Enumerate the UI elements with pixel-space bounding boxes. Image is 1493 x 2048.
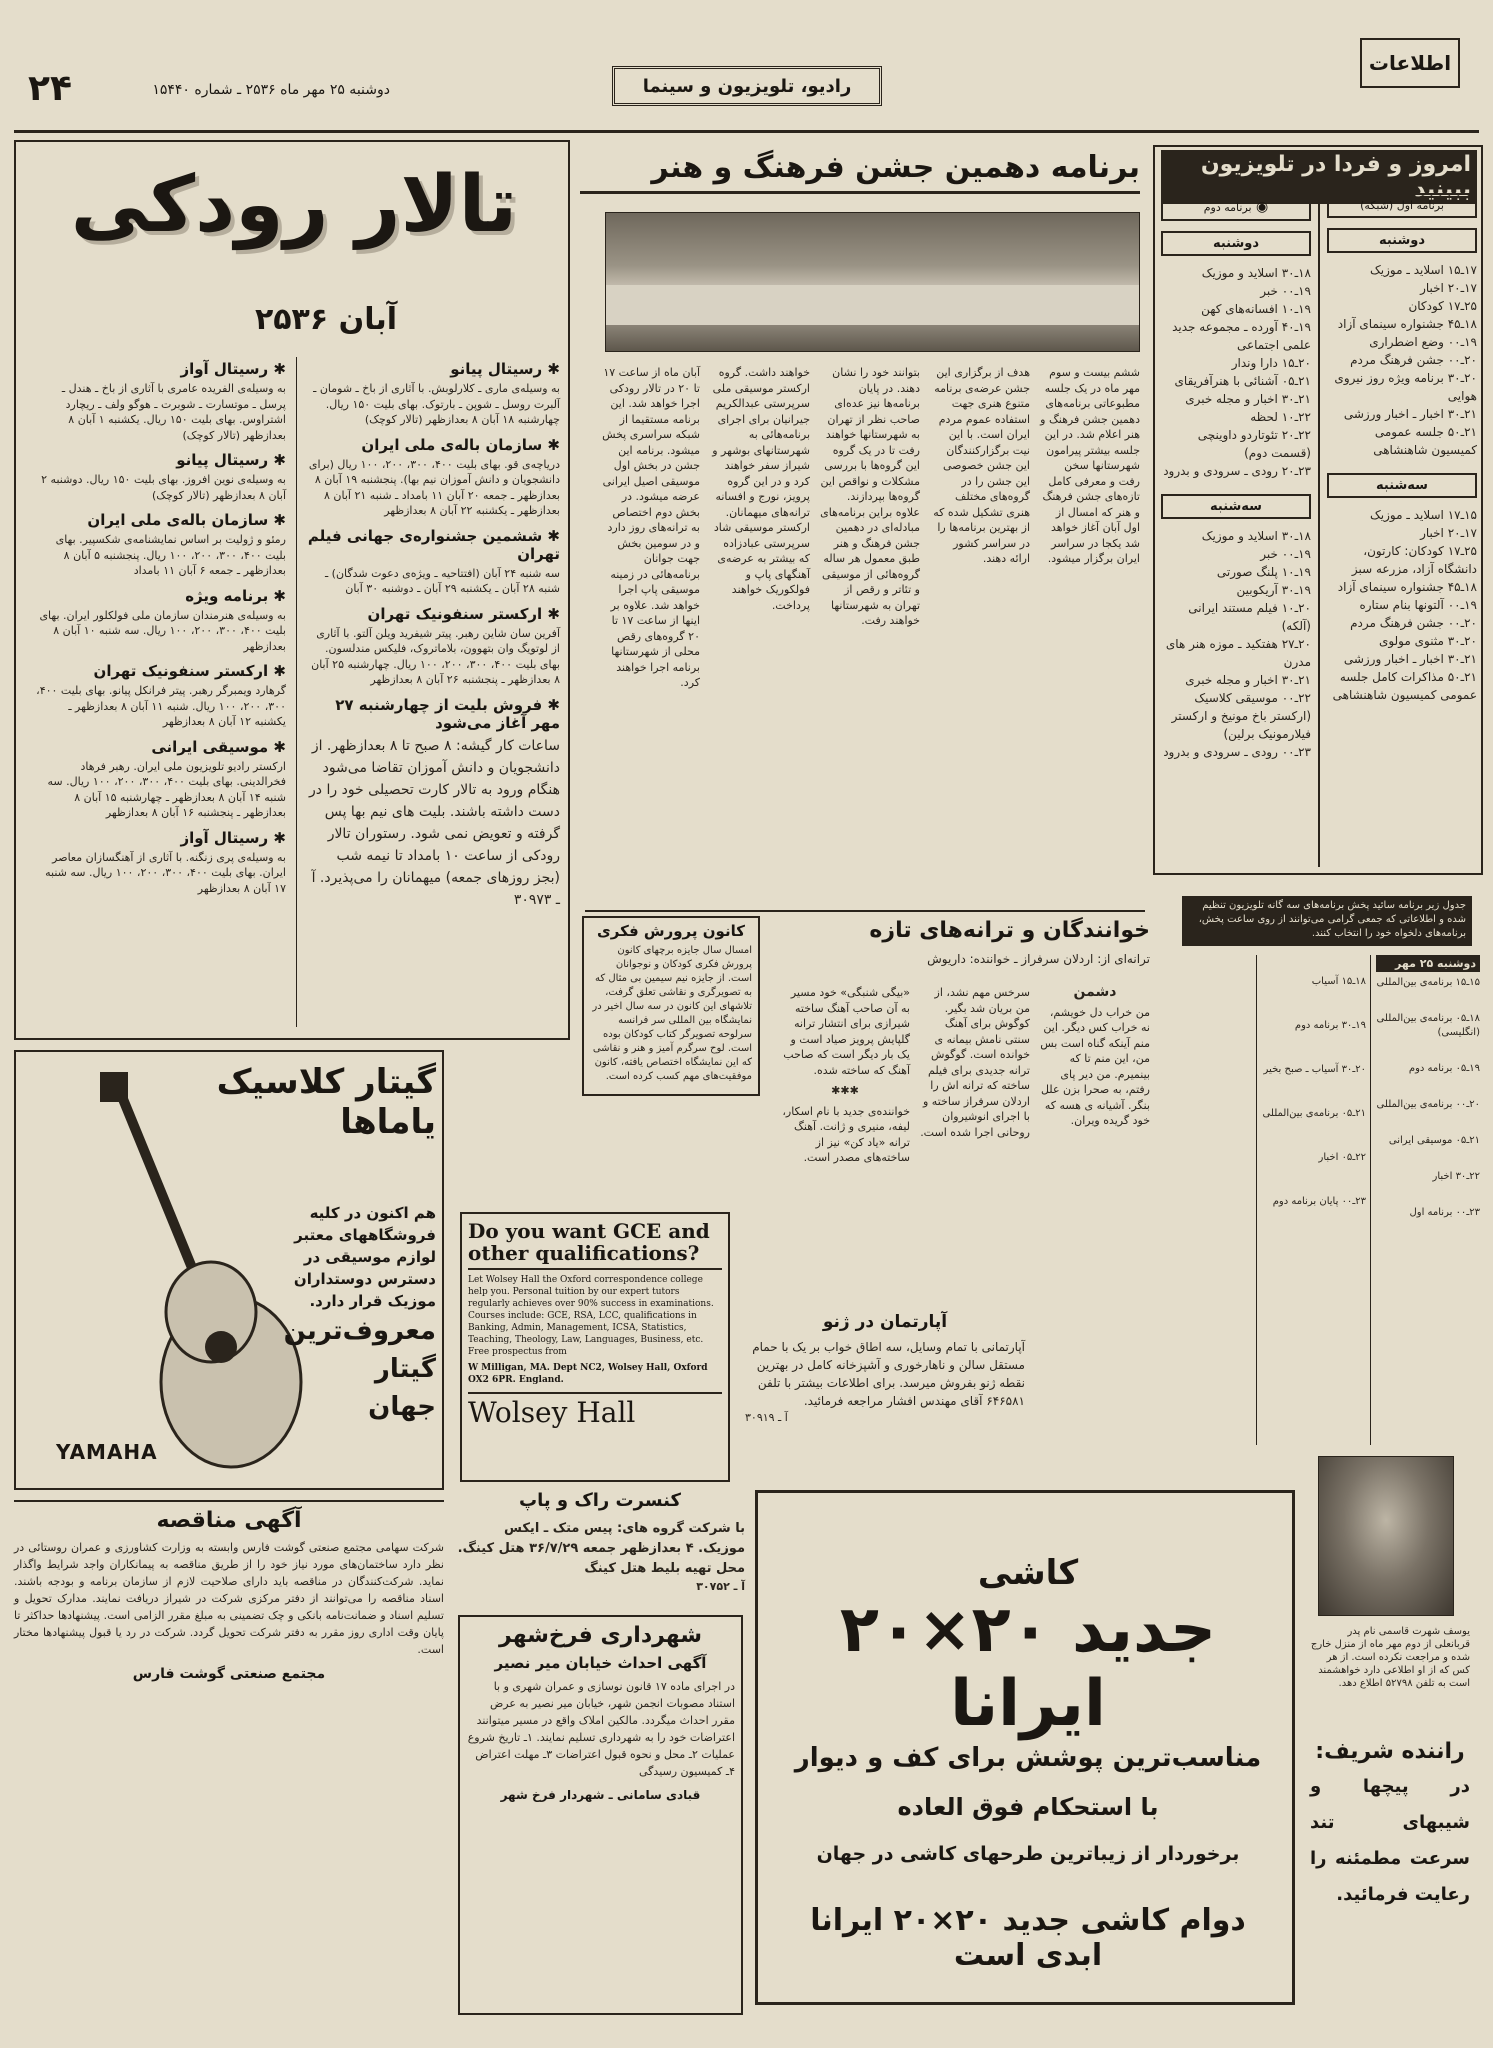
ch2-tuesday: سه‌شنبه — [1161, 494, 1311, 519]
list-item: ۱۸ـ۳۰ اسلاید و موزیک — [1201, 266, 1311, 280]
list-item: ۱۷ـ۲۰ اخبار — [1420, 526, 1477, 540]
guitar-title: گیتار کلاسیک یاماها — [216, 1062, 436, 1142]
festival-col-5: آبان ماه از ساعت ۱۷ تا ۲۰ در تالار رودکی اجرا خواهد شد. این برنامه مستقیما از شبکه سراسری پخش میشود. برنامه این جشن در بخش اول موسیقی اصیل ایرانی عرضه میشود. در بخش دوم اختصاص به ترانه‌های روز دارد و در سومین بخش جهت جوانان برنامه‌هائی در زمینه موسیقی پاپ اجرا خواهد شد. علاوه بر اینها از ساعت ۱۷ تا ۲۰ گروه‌های رقص محلی از شهرستانها برنامه اجرا خواهند کرد. — [602, 366, 700, 689]
gce-ad: Do you want GCE and other qualifications? Let Wolsey Hall the Oxford correspondence college help you. Personal tuition by our expert tutors regularly achieves over 90% success in examinations. Courses include: GCE, RSA, LCC, qualifications in Banking, Admin, Management, ICSA, Statistics, Teaching, Theology, Law, Languages, Business, etc. Free prospectus from W Milligan, MA. Dept NC2, Wolsey Hall, Oxford OX2 6PR. England. Wolsey Hall — [460, 1212, 730, 1482]
list-item: ۲۱ـ۳۰ اخبار ـ اخبار ورزشی — [1343, 652, 1477, 666]
ch1-monday-list — [1327, 261, 1477, 459]
list-item: ۱۸ـ۴۵ جشنواره سینمای آزاد — [1337, 317, 1477, 331]
ch1-label-box: برنامه اول (شبکه) — [1327, 193, 1477, 218]
festival-col-4: خواهند داشت. گروه ارکستر موسیقی ملی سرپرستی عبدالکریم جیرانیان برای اجرای برنامه‌هائی به شهرستانهای بوشهر و شیراز سفر خواهند کرد و در این گروه پرویز، نورج و افسانه ترانه‌های میهمانان. ارکستر موسیقی شاد سرپرستی عبادزاده که بیشتر به عرضه‌ی آهنگهای پاپ و فولکوریک خواهند پرداخت. — [712, 366, 810, 612]
list-item: ✱ سازمان باله‌ی ملی ایران رمئو و ژولیت بر اساس نمایشنامه‌ی شکسپیر. بهای بلیت ۴۰۰، ۳۰۰، ۲۰۰، ۱۰۰ ریال. پنجشنبه ۵ آبان ۸ بعدازظهر ـ جمعه ۶ آبان ۱۱ بامداد — [55, 511, 286, 577]
list-item: ✱ فروش بلیت از چهارشنبه ۲۷ مهر آغاز می‌شود ساعات کار گیشه: ۸ صبح تا ۸ بعدازظهر. از دانشجویان و دانش آموزان تقاضا می‌شود هنگام ورود به تالار کارت تحصیلی خود را در دست داشته باشند. بلیت های نیم بها پس گرفته و تعویض نمی شود. رستوران تالار رودکی از ساعت ۱۰ بامداد تا نیمه شب (بجز روزهای جمعه) میهمانان را می‌پذیرد. آ ـ ۳۰۹۷۳ — [309, 695, 560, 908]
masthead-logo: اطلاعات — [1360, 38, 1460, 88]
list-item: ۱۹ـ۰۵ برنامه دوم — [1408, 1063, 1480, 1074]
list-item: ✱ ارکستر سنفونیک تهران گرهارد ویمبرگر رهبر. پیتر فرانکل پیانو. بهای بلیت ۴۰۰، ۳۰۰، ۲۰۰، ۱۰۰ ریال. شنبه ۱۱ آبان ۸ بعدازظهر ـ یکشنبه ۱۲ آبان ۸ بعدازظهر — [36, 662, 286, 728]
list-item: ۱۹ـ۳۰ آریکوبین — [1236, 583, 1311, 597]
list-item: ۲۰ـ۲۷ هفتکید ـ موزه هنر های مدرن — [1165, 637, 1311, 669]
list-item: ۲۱ـ۵۰ مذاکرات کامل جلسه عمومی کمیسیون شاهنشاهی — [1332, 670, 1477, 702]
list-item: ۲۰ـ۳۰ آسیاب ـ صبح بخیر — [1263, 1064, 1366, 1075]
list-item: ۲۲ـ۰۰ موسیقی کلاسیک (ارکستر باخ مونیخ و ارکستر فیلارمونیک برلین) — [1171, 691, 1311, 741]
tile-headline: جدید ۲۰×۲۰ ایرانا — [839, 1593, 1217, 1741]
list-item: ✱ رسیتال آواز به وسیله‌ی پری زنگنه. با آثاری از آهنگسازان معاصر ایران. بهای بلیت ۴۰۰، ۳۰۰، ۲۰۰، ۱۰۰ ریال. سه شنبه ۱۷ آبان ۸ بعدازظهر — [45, 828, 286, 895]
list-item: ۲۰ـ۰۰ جشن فرهنگ مردم — [1350, 353, 1477, 367]
list-item: ۲۰ـ۳۰ مثنوی مولوی — [1378, 634, 1477, 648]
list-item: ۲۲ـ۲۰ تئوتاردو داوینچی (قسمت دوم) — [1197, 428, 1311, 460]
ch2-monday: دوشنبه — [1161, 231, 1311, 256]
list-item: ✱ رسیتال آواز به وسیله‌ی الفریده عامری با آثاری از باخ ـ هندل ـ پرسل ـ موتسارت ـ شوبرت ـ هوگو ولف ـ ریچارد اشتراوس. بهای بلیت ۱۵۰ ریال. یکشنبه ۱ آبان ۸ بعدازظهر (تالار کوچک) — [61, 360, 286, 442]
driver-notice: راننده شریف: در پیچها و شیبهای تند سرعت مطمئنه را رعایت فرمائید. — [1310, 1739, 1470, 1905]
list-item: ۲۱ـ۳۰ اخبار و مجله خبری — [1185, 673, 1311, 687]
rudaki-right-col — [306, 352, 560, 911]
list-item: ۲۱ـ۰۵ موسیقی ایرانی — [1388, 1135, 1480, 1146]
list-item: ۱۹ـ۰۰ وضع اضطراری — [1369, 335, 1477, 349]
section-title: رادیو، تلویزیون و سینما — [612, 66, 882, 106]
list-item: ۱۸ـ۱۵ آسیاب — [1311, 976, 1366, 987]
list-item: ۱۵ـ۱۵ برنامه‌ی بین‌المللی — [1376, 977, 1480, 988]
tender-title: آگهی مناقصه — [156, 1508, 302, 1533]
list-item: ۲۳ـ۰۰ رودی ـ سرودی و بدرود — [1163, 745, 1311, 759]
list-item: ۱۹ـ۰۰ آلتونها بنام ستاره — [1359, 598, 1477, 612]
list-item: ۲۳ـ۰۰ برنامه اول — [1409, 1207, 1480, 1218]
daily-schedule — [1376, 955, 1480, 1220]
list-item: ۲۵ـ۱۷ کودکان: کارتون، دانشگاه آزاد، مزرعه سبز — [1351, 544, 1477, 576]
daily-schedule-2 — [1262, 955, 1366, 1209]
list-item: ✱ سازمان باله‌ی ملی ایران دریاچه‌ی قو. بهای بلیت ۴۰۰، ۳۰۰، ۲۰۰، ۱۰۰ ریال (برای دانشجویان و دانش آموزان نیم بها). پنجشنبه ۱۹ آبان ۸ بعدازظهر ـ جمعه ۲۰ آبان ۱۱ بامداد ـ شنبه ۲۱ آبان ۸ بعدازظهر ـ یکشنبه ۲۲ آبان ۸ بعدازظهر — [308, 435, 560, 517]
list-item: ۱۸ـ۳۰ اسلاید و موزیک — [1201, 529, 1311, 543]
list-item: ۱۹ـ۰۰ خبر — [1260, 284, 1311, 298]
page-number: ۲۴ — [28, 68, 72, 109]
honor-box: کانون پرورش فکری امسال سال جایزه برچهای کانون پرورش فکری کودکان و نوجوانان است. از جایزه نیم سیمین بی مثال که به تصویرگری و نقاشی تعلق گرفت، تلاشهای این کانون در سه سال اخیر در نمایشگاه بین المللی سر فرانسه سرلوحه تصویرگر کتاب کودکان بوده است. لوح سرگرم آمیز و هنر و نقاشی که این نمایشگاه اختصاص یافته، کانون موفقیت‌های مهم کسب کرده است. — [582, 916, 760, 1096]
concert-title: کنسرت راک و پاپ — [519, 1490, 681, 1511]
list-item: ۲۱ـ۰۵ آشنائی با هنرآفریقای — [1174, 374, 1311, 388]
list-item: ۱۷ـ۲۰ اخبار — [1420, 281, 1477, 295]
missing-person-photo — [1318, 1456, 1454, 1616]
festival-col-2: هدف از برگزاری این جشن عرضه‌ی برنامه متنوع هنری جهت استفاده عموم مردم ایران است. با این نیت برگزارکنندگان این جشن خصوصی این جشن را در گروه‌های مختلف هنری تشکیل شده که از بهترین برنامه‌ها را در سراسر کشور ارائه دهند. — [933, 366, 1030, 565]
concert-ad: کنسرت راک و پاپ با شرکت گروه های: پیس متک ـ ایکس موزیک. ۴ بعدازظهر جمعه ۳۶/۷/۲۹ هتل کینگ. محل تهیه بلیط هتل کینگ آ ـ ۳۰۷۵۲ — [455, 1490, 745, 1595]
singers-col-2: سرخس مهم نشد، از من بریان شد بگیر. کوگوش برای آهنگ سنتی نامش بیمانه ی خوانده است. گوگوش ترانه جدیدی برای فیلم ساخته که ترانه اش را اردلان سرفراز ساخته و با اجرای انوشیروان روحانی اجرا شده است. — [920, 986, 1030, 1139]
festival-col-3: بتوانند خود را نشان دهند. در پایان برنامه‌ها نیز عده‌ای صاحب نظر از تهران به شهرستانها خواهند رفت تا در یک گروه این گروه‌ها با بررسی مشکلات و نواقص این گروه‌ها بپردازند. علاوه براین برنامه‌های مبادله‌ای در دهمین جشن فرهنگ و هنر طبق معمول هر ساله گروه‌هائی از موسیقی و تئاتر و رقص از تهران به شهرستانها خواهند رفت. — [820, 366, 920, 627]
list-item: ۲۱ـ۵۰ جلسه عمومی کمیسیون شاهنشاهی — [1373, 425, 1477, 457]
list-item: ۱۸ـ۰۵ برنامه‌ی بین‌المللی (انگلیسی) — [1376, 1013, 1480, 1038]
list-item: ۲۲ـ۰۵ اخبار — [1318, 1152, 1366, 1163]
list-item: ۱۹ـ۳۰ برنامه دوم — [1294, 1020, 1366, 1031]
tv-schedule — [1153, 145, 1483, 875]
list-item: ✱ رسیتال پیانو به وسیله‌ی ماری ـ کلارلوبش. با آثاری از باخ ـ شومان ـ آلبرت روسل ـ شوپن ـ بارتوک. بهای بلیت ۱۵۰ ریال. چهارشنبه ۱۸ آبان ۸ بعدازظهر (تالار کوچک) — [313, 360, 560, 426]
list-item: ۲۰ـ۳۰ برنامه ویژه روز نیروی هوایی — [1334, 371, 1477, 403]
ch2-monday-list — [1161, 264, 1311, 480]
list-item: ۲۰ـ۰۰ برنامه‌ی بین‌المللی — [1376, 1099, 1480, 1110]
list-item: ۲۰ـ۰۰ جشن فرهنگ مردم — [1350, 616, 1477, 630]
list-item: ۱۹ـ۴۰ آورده ـ مجموعه جدید علمی اجتماعی — [1172, 320, 1311, 352]
list-item: ۲۰ـ۱۵ دارا وندار — [1231, 356, 1311, 370]
rudaki-left-col — [36, 352, 286, 896]
list-item: ۲۱ـ۰۵ برنامه‌ی بین‌المللی — [1262, 1108, 1366, 1119]
list-item: ۱۹ـ۰۰ خبر — [1260, 547, 1311, 561]
list-item: ۱۸ـ۴۵ جشنواره سینمای آزاد — [1337, 580, 1477, 594]
yamaha-logo: YAMAHA — [56, 1440, 158, 1464]
tv-note: جدول زیر برنامه سائید پخش برنامه‌های سه گانه تلویزیون تنظیم شده و اطلاعاتی که جمعی گرامی می‌توانند از روی ساعت پخش، برنامه‌های دلخواه خود را انتخاب کنند. — [1182, 896, 1472, 946]
list-item: ۱۹ـ۱۰ افسانه‌های کهن — [1201, 302, 1311, 316]
honor-title: کانون پرورش فکری — [597, 922, 745, 940]
list-item: ✱ ششمین جشنواره‌ی جهانی فیلم تهران سه شنبه ۲۴ آبان (افتتاحیه ـ ویژه‌ی دعوت شدگان) ـ شنبه ۲۸ آبان ـ یکشنبه ۲۹ آبان ـ دوشنبه ۳۰ آبان — [307, 526, 560, 595]
ch2-label-box: ◉ برنامه دوم — [1161, 193, 1311, 221]
festival-title: برنامه دهمین جشن فرهنگ و هنر — [580, 150, 1140, 194]
apartment-ad: آپارتمان در ژنو آپارتمانی با تمام وسایل، سه اطاق خواب بر یک با حمام مستقل سالن و ناهارخوری و آشپزخانه کامل در بهترین نقطه ژنو بفروش میرسد. برای اطلاعات بیشتر با تلفن ۶۴۶۵۸۱ آقای مهندس افشار مراجعه فرمائید. آ ـ ۳۰۹۱۹ — [745, 1312, 1025, 1424]
singers-col-3: «بیگی شنبگی» خود مسیر به آن صاحب آهنگ ساخته شیرازی برای انتشار ترانه گلپایش پرویز صیاد است و یک بار دیگر است که صاحب آهنگ که ساخته شده. ✱✱✱ خواننده‌ی جدید با نام اسکار، لیفه، منیری و ژانت. آهنگ ترانه «یاد کن» نیز از ساخته‌های مصدر است. — [782, 986, 910, 1164]
rudaki-subtitle: آبان ۲۵۳۶ — [254, 302, 398, 337]
list-item: ✱ ارکستر سنفونیک تهران آفرین سان شاین رهبر. پیتر شیفرید ویلن آلتو. با آثاری از لوتویگ وان بتهوون، بلاماتروک، فلیکس مندلسون. بهای بلیت ۴۰۰، ۳۰۰، ۲۰۰، ۱۰۰ ریال. چهارشنبه ۲۵ آبان ۸ بعدازظهر ـ پنجشنبه ۲۶ آبان ۸ بعدازظهر — [311, 604, 560, 686]
ch1-tuesday: سه‌شنبه — [1327, 473, 1477, 498]
missing-person-caption: یوسف شهرت قاسمی نام پدر قربانعلی از دوم مهر ماه از منزل خارج شده و مراجعت نکرده است. از هر کس که از او اطلاعی دارد خواهشمند است به تلفن ۵۲۷۹۸ اطلاع دهد. — [1310, 1626, 1470, 1689]
apartment-title: آپارتمان در ژنو — [822, 1312, 948, 1332]
ch2-tuesday-list — [1161, 527, 1311, 761]
list-item: ✱ برنامه ویژه به وسیله‌ی هنرمندان سازمان ملی فولکلور ایران. بهای بلیت ۴۰۰، ۳۰۰، ۲۰۰، ۱۰۰ ریال. سه شنبه ۱۰ آبان ۸ بعدازظهر — [39, 586, 286, 653]
guitar-ad — [14, 1050, 444, 1490]
list-item: ۲۳ـ۰۰ پایان برنامه دوم — [1272, 1196, 1366, 1207]
municipal-ad: شهرداری فرخ‌شهر آگهی احداث خیابان میر نصیر در اجرای ماده ۱۷ قانون نوسازی و عمران شهری و با استناد مصوبات انجمن شهر، خیابان میر نصیر به عرض مقرر احداث میگردد. مالکین املاک واقع در مسیر میتوانند اعتراضات خود را به شهرداری تسلیم نمایند. ۱ـ تاریخ شروع عملیات ۲ـ محل و نحوه قبول اعتراضات ۳ـ مهلت اعتراض ۴ـ کمیسیون رسیدگی قبادی سامانی ـ شهردار فرخ شهر — [458, 1615, 743, 2015]
tv-header: امروز و فردا در تلویزیون ببینید — [1161, 150, 1477, 204]
list-item: ۱۹ـ۱۰ پلنگ صورتی — [1216, 565, 1311, 579]
list-item: ۱۵ـ۱۷ اسلاید ـ موزیک — [1370, 508, 1477, 522]
list-item: ۲۱ـ۳۰ اخبار ـ اخبار ورزشی — [1343, 407, 1477, 421]
daily-header: دوشنبه ۲۵ مهر — [1376, 955, 1480, 972]
singers-credit: ترانه‌ای از: اردلان سرفراز ـ خواننده: داریوش — [927, 952, 1150, 966]
festival-photo — [605, 212, 1140, 352]
list-item: ۲۲ـ۱۰ لحظه — [1250, 410, 1311, 424]
list-item: ۲۰ـ۱۰ فیلم مستند ایرانی (آلکه) — [1188, 601, 1311, 633]
tender-ad: آگهی مناقصه شرکت سهامی مجتمع صنعتی گوشت فارس وابسته به وزارت کشاورزی و عمران روستائی در نظر دارد ساختمان‌های مورد نیاز خود را از طریق مناقصه به پیمانکاران واجد شرایط واگذار نماید. شرکت‌کنندگان در مناقصه باید دارای صلاحیت لازم از سازمان برنامه و بودجه باشند. اسناد مناقصه را می‌توانند از دفتر مرکزی شرکت در شیراز دریافت نمایند. مدارک تحویل و تسلیم اسناد و ضمانت‌نامه بانکی و چک تضمینی به مبلغ مقرر الزامی است. پیشنهادها حداکثر تا پایان وقت اداری روز مقرر به دفتر شرکت تحویل گردد. شرکت در رد یا قبول پیشنهادها مختار است. مجتمع صنعتی گوشت فارس — [14, 1500, 444, 1682]
list-item: ۲۵ـ۱۷ کودکان — [1408, 299, 1477, 313]
list-item: ۱۷ـ۱۵ اسلاید ـ موزیک — [1370, 263, 1477, 277]
rudaki-box — [14, 140, 570, 1040]
singers-title: خوانندگان و ترانه‌های تازه — [869, 918, 1150, 943]
list-item: ✱ موسیقی ایرانی ارکستر رادیو تلویزیون ملی ایران. رهبر فرهاد فخرالدینی. بهای بلیت ۴۰۰، ۳۰۰، ۲۰۰، ۱۰۰ ریال. سه شنبه ۱۴ آبان ۸ بعدازظهر ـ چهارشنبه ۱۵ آبان ۸ بعدازظهر ـ پنجشنبه ۱۶ آبان ۸ بعدازظهر — [47, 737, 286, 819]
list-item: ۲۲ـ۳۰ اخبار — [1432, 1171, 1480, 1182]
list-item: ۲۳ـ۲۰ رودی ـ سرودی و بدرود — [1163, 464, 1311, 478]
tile-ad: کاشی جدید ۲۰×۲۰ ایرانا مناسب‌ترین پوشش برای کف و دیوار با استحکام فوق العاده برخوردار از زیباترین طرحهای کاشی در جهان دوام کاشی جدید ۲۰×۲۰ ایرانا ابدی است — [755, 1490, 1295, 2005]
municipal-title: شهرداری فرخ‌شهر — [499, 1623, 702, 1648]
list-item: ۲۱ـ۳۰ اخبار و مجله خبری — [1185, 392, 1311, 406]
ch1-tuesday-list — [1327, 506, 1477, 704]
date-line: دوشنبه ۲۵ مهر ماه ۲۵۳۶ ـ شماره ۱۵۴۴۰ — [152, 82, 390, 98]
guitar-line2: معروف‌ترین گیتار جهان — [283, 1316, 436, 1422]
ch1-monday: دوشنبه — [1327, 228, 1477, 253]
rudaki-title: تالار رودکی — [70, 160, 518, 250]
guitar-line1: هم اکنون در کلیه فروشگاههای معتبر لوازم موسیقی در دسترس دوستداران موزیک قرار دارد. — [293, 1204, 436, 1310]
festival-col-1: ششم بیست و سوم مهر ماه در یک جلسه مطبوعاتی برنامه‌های دهمین جشن فرهنگ و هنر اعلام شد. در این جلسه بیشتر پیرامون شهرستانها سخن رفت و معرفی کامل تازه‌های جشن فرهنگ و هنر که امسال از اول آبان آغاز خواهد شد یکجا در سراسر ایران برگزار میشود. — [1040, 366, 1140, 565]
eye-icon: ◉ — [1251, 199, 1269, 215]
singers-col-1: دشمن من خراب دل خویشم، نه خراب کس دیگر. این منم آینکه گناه است بس من، این منم تا که بینمیرم. من دیر پای رفتم، به صحرا بزن علل بنگر. آشیانه ی هسه که خود گریده ویران. — [1040, 984, 1150, 1127]
list-item: ✱ رسیتال پیانو به وسیله‌ی نوین افروز. بهای بلیت ۱۵۰ ریال. دوشنبه ۲ آبان ۸ بعدازظهر (تالار کوچک) — [41, 451, 286, 502]
